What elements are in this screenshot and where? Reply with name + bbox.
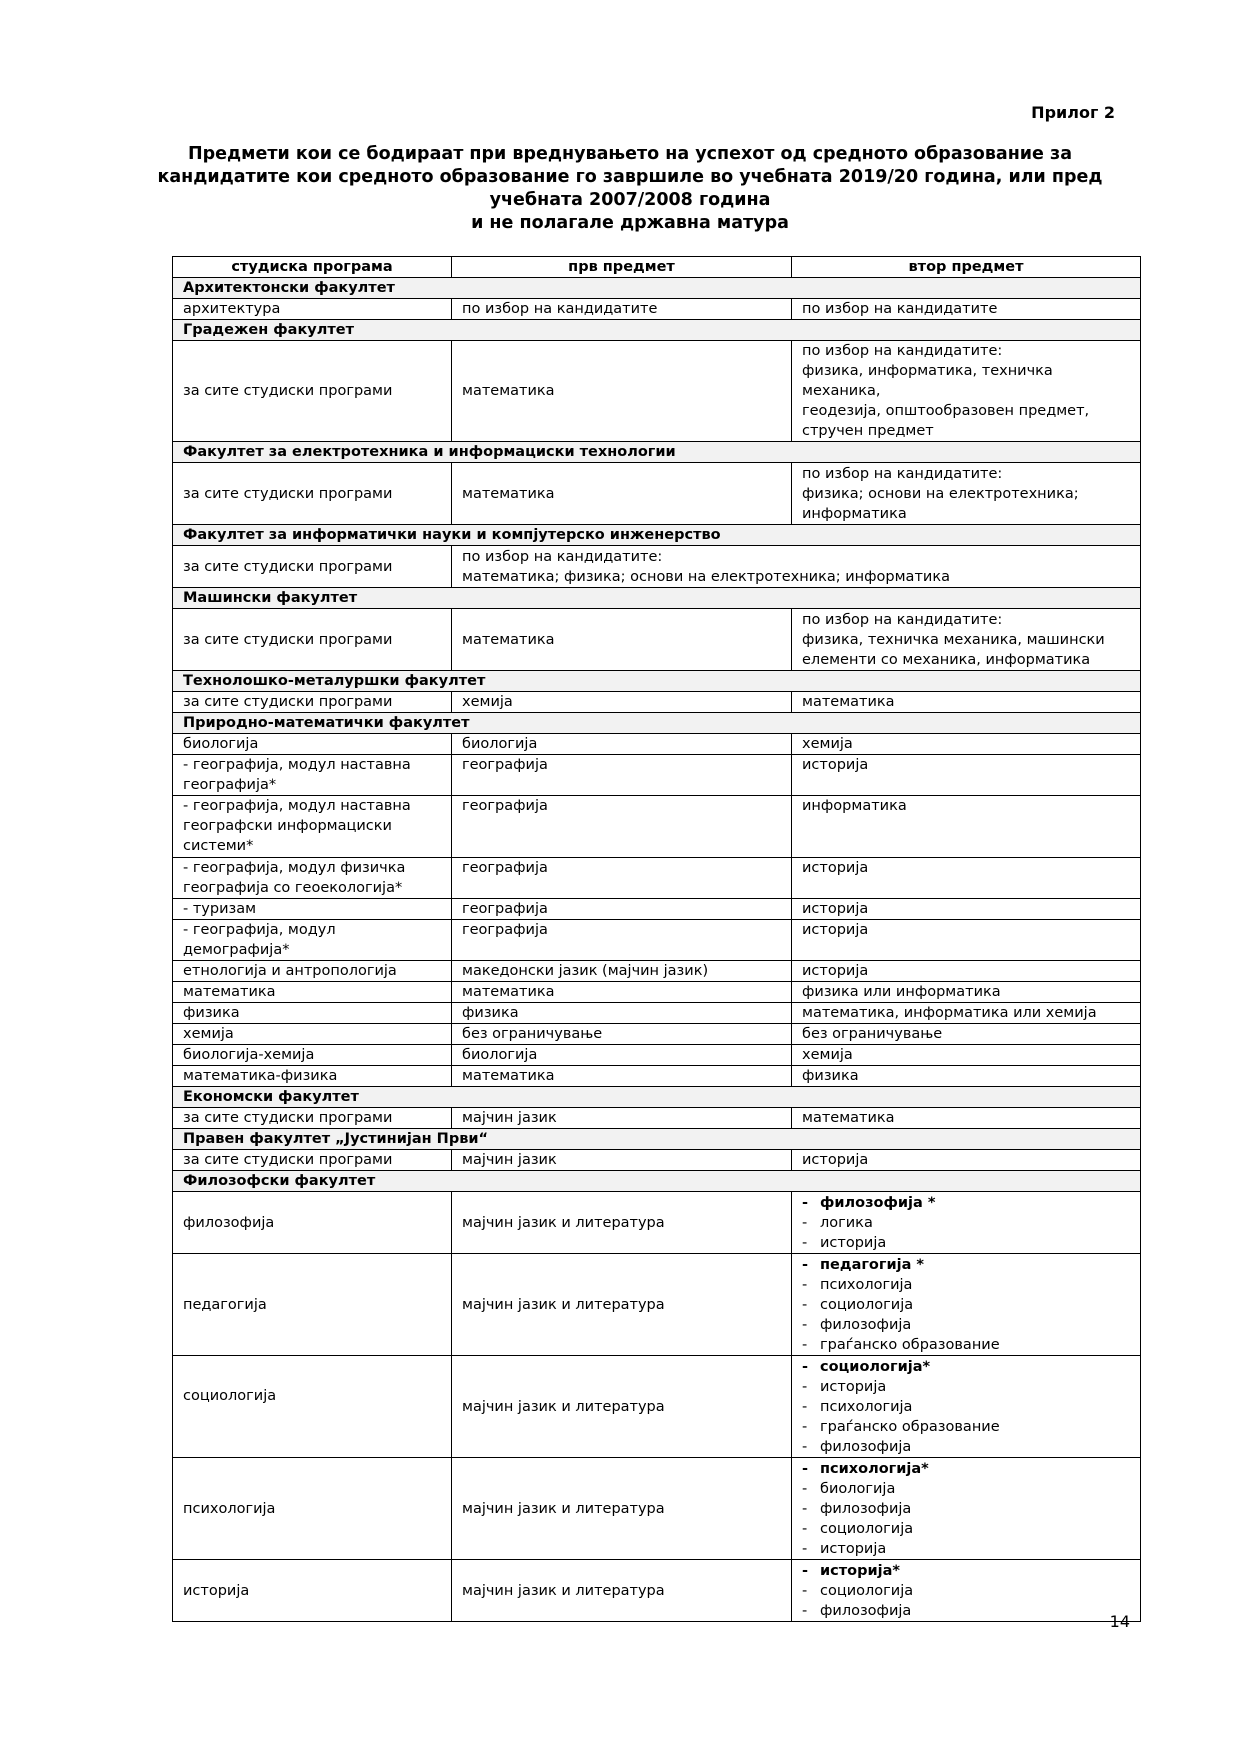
faculty-row — [173, 525, 1141, 546]
list-item: - психологија — [802, 1397, 1130, 1417]
second-subject-cell: историја — [792, 899, 1141, 920]
list-item: - филозофија — [802, 1315, 1130, 1335]
first-subject-cell: мајчин јазик и литература — [452, 1254, 792, 1356]
faculty-name: Филозофски факултет — [173, 1171, 1141, 1192]
second-subject-cell: историја — [792, 920, 1141, 961]
cell-line: елементи со механика, информатика — [802, 651, 1091, 668]
first-subject-cell: без ограничување — [452, 1024, 792, 1045]
table-row — [173, 755, 1141, 796]
program-cell: - туризам — [173, 899, 452, 920]
header-first-subject: прв предмет — [452, 257, 792, 278]
second-subject-cell: физика — [792, 1066, 1141, 1087]
second-subject-cell: хемија — [792, 1045, 1141, 1066]
list-item: - историја — [802, 1233, 1130, 1253]
first-subject-cell: географија — [452, 755, 792, 796]
title-line: Предмети кои се бодираат при вреднувањето на успехот од средното образование за — [187, 144, 1072, 164]
list-item: - педагогија * — [802, 1255, 1130, 1275]
second-subject-cell: историја — [792, 961, 1141, 982]
first-subject-cell: математика — [452, 341, 792, 442]
first-subject-cell: географија — [452, 899, 792, 920]
header-second-subject: втор предмет — [792, 257, 1141, 278]
title-line: кандидатите кои средното образование го завршиле во учебната 2019/20 година, или пред — [157, 167, 1103, 187]
table-row — [173, 734, 1141, 755]
program-cell: - географија, модул физичка географија со геоекологија* — [173, 858, 452, 899]
cell-line: физика; основи на електротехника; — [802, 485, 1079, 502]
annex-label: Прилог 2 — [1031, 103, 1115, 122]
first-subject-cell: математика — [452, 1066, 792, 1087]
cell-line: по избор на кандидатите: — [802, 343, 1003, 359]
table-row — [173, 1003, 1141, 1024]
second-subject-cell — [792, 1458, 1141, 1560]
second-subject-cell — [792, 1192, 1141, 1254]
table-row — [173, 692, 1141, 713]
list-item: - историја — [802, 1377, 1130, 1397]
faculty-name: Технолошко-металуршки факултет — [173, 671, 1141, 692]
program-cell: социологија — [173, 1356, 452, 1458]
second-subject-cell — [792, 609, 1141, 671]
first-subject-cell: мајчин јазик — [452, 1150, 792, 1171]
second-subject-cell: хемија — [792, 734, 1141, 755]
table-row — [173, 920, 1141, 961]
subject-list — [802, 1193, 1130, 1253]
faculty-name: Природно-математички факултет — [173, 713, 1141, 734]
table-row — [173, 858, 1141, 899]
table-row — [173, 1045, 1141, 1066]
table-row — [173, 1024, 1141, 1045]
program-cell: - географија, модул наставна географски информациски системи* — [173, 796, 452, 858]
program-cell: за сите студиски програми — [173, 1108, 452, 1129]
first-subject-cell: математика — [452, 982, 792, 1003]
second-subject-cell — [792, 1560, 1141, 1622]
list-item: - социологија — [802, 1295, 1130, 1315]
table-row — [173, 1356, 1141, 1458]
program-cell: математика — [173, 982, 452, 1003]
second-subject-cell: математика — [792, 1108, 1141, 1129]
list-item: - граѓанско образование — [802, 1417, 1130, 1437]
first-subject-cell: по избор на кандидатите — [452, 299, 792, 320]
faculty-row — [173, 713, 1141, 734]
list-item: - биологија — [802, 1479, 1130, 1499]
program-cell: етнологија и антропологија — [173, 961, 452, 982]
table-row — [173, 299, 1141, 320]
program-cell: хемија — [173, 1024, 452, 1045]
second-subject-cell: историја — [792, 1150, 1141, 1171]
cell-line: физика, техничка механика, машински — [802, 631, 1105, 648]
faculty-row — [173, 1129, 1141, 1150]
table-row — [173, 982, 1141, 1003]
first-subject-cell: географија — [452, 920, 792, 961]
list-item: - филозофија — [802, 1437, 1130, 1457]
list-item: - психологија — [802, 1275, 1130, 1295]
subject-list — [802, 1357, 1130, 1457]
second-subject-cell: физика или информатика — [792, 982, 1141, 1003]
first-subject-cell: географија — [452, 796, 792, 858]
faculty-row — [173, 320, 1141, 341]
table-row — [173, 1560, 1141, 1622]
table-row — [173, 341, 1141, 442]
second-subject-cell: без ограничување — [792, 1024, 1141, 1045]
list-item: - психологија* — [802, 1459, 1130, 1479]
second-subject-cell: историја — [792, 858, 1141, 899]
program-cell: психологија — [173, 1458, 452, 1560]
faculty-name: Економски факултет — [173, 1087, 1141, 1108]
subject-list — [802, 1255, 1130, 1355]
first-subject-cell: географија — [452, 858, 792, 899]
faculty-row — [173, 1171, 1141, 1192]
second-subject-cell — [792, 1254, 1141, 1356]
header-program: студиска програма — [173, 257, 452, 278]
second-subject-cell: историја — [792, 755, 1141, 796]
cell-line: физика, информатика, техничка механика, — [802, 363, 1053, 399]
table-row — [173, 463, 1141, 525]
first-subject-cell: биологија — [452, 734, 792, 755]
faculty-name: Градежен факултет — [173, 320, 1141, 341]
faculty-name: Факултет за електротехника и информациски технологии — [173, 442, 1141, 463]
table-row — [173, 1458, 1141, 1560]
faculty-row — [173, 671, 1141, 692]
first-subject-cell: мајчин јазик и литература — [452, 1356, 792, 1458]
subjects-table — [172, 256, 1141, 1622]
second-subject-cell — [792, 463, 1141, 525]
cell-line: по избор на кандидатите: — [802, 611, 1003, 628]
cell-line: информатика — [802, 505, 907, 522]
faculty-row — [173, 278, 1141, 299]
program-cell: математика-физика — [173, 1066, 452, 1087]
second-subject-cell: математика — [792, 692, 1141, 713]
table-row — [173, 1254, 1141, 1356]
list-item: - граѓанско образование — [802, 1335, 1130, 1355]
first-subject-cell: хемија — [452, 692, 792, 713]
second-subject-cell — [792, 341, 1141, 442]
document-title — [150, 143, 1110, 235]
program-cell: историја — [173, 1560, 452, 1622]
subject-list — [802, 1561, 1130, 1621]
list-item: - филозофија — [802, 1499, 1130, 1519]
combined-subjects-cell — [452, 546, 1141, 588]
first-subject-cell: мајчин јазик — [452, 1108, 792, 1129]
list-item: - логика — [802, 1213, 1130, 1233]
faculty-name: Правен факултет „Јустинијан Први“ — [173, 1129, 1141, 1150]
subject-list — [802, 1459, 1130, 1559]
faculty-row — [173, 442, 1141, 463]
table-row — [173, 546, 1141, 588]
program-cell: биологија-хемија — [173, 1045, 452, 1066]
list-item: - социологија — [802, 1519, 1130, 1539]
program-cell: филозофија — [173, 1192, 452, 1254]
faculty-name: Факултет за информатички науки и компјутерско инженерство — [173, 525, 1141, 546]
table-row — [173, 961, 1141, 982]
cell-line: по избор на кандидатите: — [802, 465, 1003, 482]
program-cell: за сите студиски програми — [173, 463, 452, 525]
page-number: 14 — [1109, 1612, 1130, 1631]
first-subject-cell: мајчин јазик и литература — [452, 1192, 792, 1254]
program-cell: за сите студиски програми — [173, 692, 452, 713]
program-cell: за сите студиски програми — [173, 546, 452, 588]
table-row — [173, 1192, 1141, 1254]
cell-line: по избор на кандидатите: — [462, 548, 663, 565]
list-item: - историја* — [802, 1561, 1130, 1581]
list-item: - историја — [802, 1539, 1130, 1559]
program-cell: - географија, модул демографија* — [173, 920, 452, 961]
program-cell: - географија, модул наставна географија* — [173, 755, 452, 796]
title-line: учебната 2007/2008 година — [489, 190, 771, 210]
first-subject-cell: мајчин јазик и литература — [452, 1458, 792, 1560]
second-subject-cell — [792, 1356, 1141, 1458]
second-subject-cell: математика, информатика или хемија — [792, 1003, 1141, 1024]
table-header-row — [173, 257, 1141, 278]
program-cell: за сите студиски програми — [173, 341, 452, 442]
first-subject-cell: биологија — [452, 1045, 792, 1066]
program-cell: физика — [173, 1003, 452, 1024]
program-cell: за сите студиски програми — [173, 609, 452, 671]
table-row — [173, 1150, 1141, 1171]
program-cell: биологија — [173, 734, 452, 755]
title-line: и не полагале државна матура — [471, 213, 789, 233]
first-subject-cell: мајчин јазик и литература — [452, 1560, 792, 1622]
cell-line: математика; физика; основи на електротехника; информатика — [462, 568, 950, 585]
program-cell: педагогија — [173, 1254, 452, 1356]
program-cell: архитектура — [173, 299, 452, 320]
faculty-name: Архитектонски факултет — [173, 278, 1141, 299]
second-subject-cell: по избор на кандидатите — [792, 299, 1141, 320]
list-item: - социологија* — [802, 1357, 1130, 1377]
cell-line: стручен предмет — [802, 423, 934, 439]
first-subject-cell: физика — [452, 1003, 792, 1024]
table-row — [173, 1066, 1141, 1087]
list-item: - филозофија * — [802, 1193, 1130, 1213]
second-subject-cell: информатика — [792, 796, 1141, 858]
faculty-row — [173, 588, 1141, 609]
faculty-name: Машински факултет — [173, 588, 1141, 609]
faculty-row — [173, 1087, 1141, 1108]
table-row — [173, 609, 1141, 671]
program-cell: за сите студиски програми — [173, 1150, 452, 1171]
table-row — [173, 1108, 1141, 1129]
table-row — [173, 899, 1141, 920]
first-subject-cell: математика — [452, 463, 792, 525]
list-item: - социологија — [802, 1581, 1130, 1601]
table-row — [173, 796, 1141, 858]
list-item: - филозофија — [802, 1601, 1130, 1621]
first-subject-cell: математика — [452, 609, 792, 671]
cell-line: геодезија, општообразовен предмет, — [802, 403, 1090, 419]
first-subject-cell: македонски јазик (мајчин јазик) — [452, 961, 792, 982]
